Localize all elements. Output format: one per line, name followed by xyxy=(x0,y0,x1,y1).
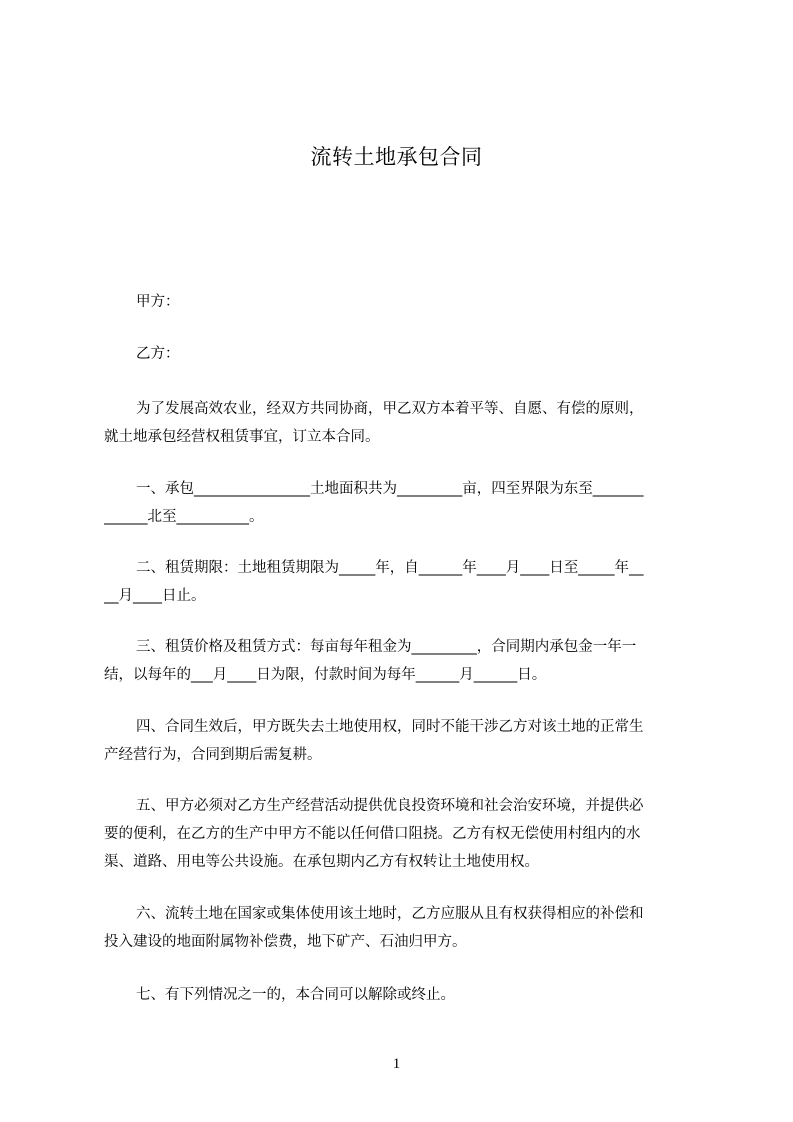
clause-1 xyxy=(104,475,704,531)
document-title: 流转土地承包合同 xyxy=(310,145,483,169)
clause-5 xyxy=(104,792,704,876)
paragraph-line: 产经营行为，合同到期后需复耕。 xyxy=(104,747,322,763)
party-a-label: 甲方： xyxy=(136,294,180,310)
paragraph-line: 要的便利，在乙方的生产中甲方不能以任何借口阻挠。乙方有权无偿使用村组内的水 xyxy=(104,826,641,842)
party-b-line xyxy=(104,340,704,368)
page-number: 1 xyxy=(392,1056,401,1072)
clause-6 xyxy=(104,900,704,956)
paragraph-line: 投入建设的地面附属物补偿费，地下矿产、石油归甲方。 xyxy=(104,934,467,950)
clause-4 xyxy=(104,713,704,769)
paragraph-line: __月____日止。 xyxy=(104,588,206,604)
clause-3 xyxy=(104,633,704,689)
paragraph-line: 六、流转土地在国家或集体使用该土地时，乙方应服从且有权获得相应的补偿和 xyxy=(136,906,644,922)
paragraph-line: 四、合同生效后，甲方既失去土地使用权，同时不能干涉乙方对该土地的正常生 xyxy=(136,719,644,735)
paragraph-line: 三、租赁价格及租赁方式：每亩每年租金为_________，合同期内承包金一年一 xyxy=(136,639,637,655)
party-b-label: 乙方： xyxy=(136,346,180,362)
paragraph-line: 二、租赁期限：土地租赁期限为_____年，自______年____月____日至_____年__ xyxy=(136,560,644,576)
paragraph-line: 五、甲方必须对乙方生产经营活动提供优良投资环境和社会治安环境，并提供必 xyxy=(136,798,644,814)
party-a-line xyxy=(104,288,704,316)
paragraph-line: 七、有下列情况之一的，本合同可以解除或终止。 xyxy=(136,987,455,1003)
clause-2 xyxy=(104,554,704,610)
paragraph-line: 结，以每年的___月____日为限，付款时间为每年______月______日。 xyxy=(104,667,547,683)
paragraph-line: 一、承包________________土地面积共为_________亩，四至界限为东至_______ xyxy=(136,481,644,497)
paragraph-line: ______北至__________。 xyxy=(104,509,264,525)
clause-7 xyxy=(104,981,704,1009)
paragraph-line: 为了发展高效农业，经双方共同协商，甲乙双方本着平等、自愿、有偿的原则， xyxy=(136,401,644,417)
paragraph-line: 渠、道路、用电等公共设施。在承包期内乙方有权转让土地使用权。 xyxy=(104,854,539,870)
paragraph-intro xyxy=(104,395,704,451)
paragraph-line: 就土地承包经营权租赁事宜，订立本合同。 xyxy=(104,429,380,445)
